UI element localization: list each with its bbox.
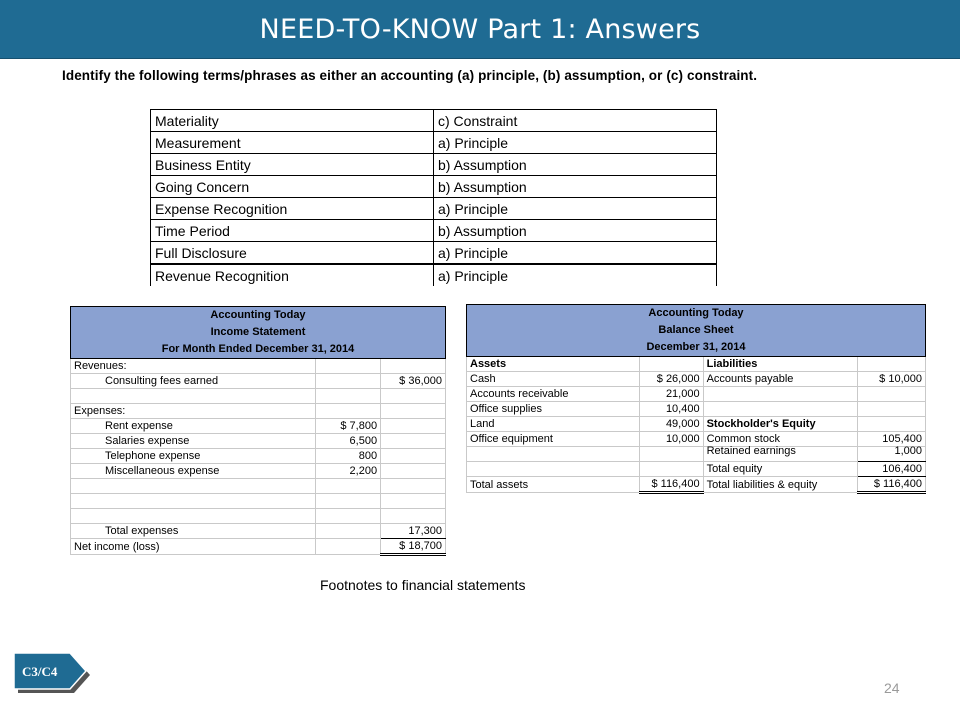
statement-date: December 31, 2014 — [467, 339, 926, 357]
table-row — [467, 432, 926, 447]
expenses-label: Expenses: — [71, 404, 316, 419]
office-equipment-value: 10,000 — [639, 432, 703, 447]
total-equity-value: 106,400 — [857, 462, 925, 477]
answer-cell: b) Assumption — [434, 154, 717, 176]
table-row — [71, 389, 446, 404]
expense-label: Salaries expense — [71, 434, 316, 449]
accounts-payable-label: Accounts payable — [703, 372, 857, 387]
statement-header-row — [71, 324, 446, 341]
cash-label: Cash — [467, 372, 640, 387]
retained-earnings-value: 1,000 — [894, 445, 922, 457]
term-cell: Materiality — [151, 110, 434, 132]
table-row — [151, 132, 717, 154]
answer-cell: b) Assumption — [434, 220, 717, 242]
table-row — [467, 477, 926, 493]
company-name: Accounting Today — [71, 307, 446, 325]
slide-title: NEED-TO-KNOW Part 1: Answers — [259, 13, 701, 45]
answer-cell: a) Principle — [434, 198, 717, 220]
table-row — [71, 404, 446, 419]
expense-value: 2,200 — [315, 464, 380, 479]
table-row — [151, 264, 717, 286]
total-equity-label: Total equity — [703, 462, 857, 477]
common-stock-label: Common stock — [703, 432, 857, 447]
table-row — [71, 509, 446, 524]
table-row — [151, 242, 717, 265]
table-row — [71, 494, 446, 509]
liabilities-heading: Liabilities — [703, 357, 857, 372]
accounts-receivable-label: Accounts receivable — [467, 387, 640, 402]
table-row — [71, 359, 446, 374]
total-expenses-label: Total expenses — [71, 524, 316, 539]
income-statement — [70, 306, 446, 556]
term-cell: Revenue Recognition — [151, 264, 434, 286]
statement-header-row — [71, 307, 446, 325]
table-row — [467, 462, 926, 477]
office-supplies-value: 10,400 — [639, 402, 703, 417]
table-row — [71, 374, 446, 389]
table-row — [71, 479, 446, 494]
office-supplies-label: Office supplies — [467, 402, 640, 417]
statement-header-row — [467, 305, 926, 323]
table-row — [151, 110, 717, 132]
revenues-label: Revenues: — [71, 359, 316, 374]
table-row — [71, 449, 446, 464]
retained-earnings-label: Retained earnings — [706, 445, 796, 457]
expense-label: Miscellaneous expense — [71, 464, 316, 479]
total-liabilities-equity-value: $ 116,400 — [857, 477, 925, 493]
balance-sheet — [466, 304, 926, 494]
total-assets-value: $ 116,400 — [639, 477, 703, 493]
total-expenses-value: 17,300 — [381, 524, 446, 539]
statement-name: Balance Sheet — [467, 322, 926, 339]
accounts-payable-value: $ 10,000 — [857, 372, 925, 387]
expense-value: 6,500 — [315, 434, 380, 449]
term-cell: Time Period — [151, 220, 434, 242]
table-row — [71, 539, 446, 555]
learning-objective-badge: C3/C4 — [22, 664, 58, 679]
company-name: Accounting Today — [467, 305, 926, 323]
statement-header-row — [467, 322, 926, 339]
table-row — [467, 387, 926, 402]
total-liabilities-equity-label: Total liabilities & equity — [703, 477, 857, 493]
net-income-label: Net income (loss) — [71, 539, 316, 555]
term-cell: Full Disclosure — [151, 242, 434, 265]
consulting-fees-label: Consulting fees earned — [71, 374, 316, 389]
answer-cell: a) Principle — [434, 242, 717, 265]
table-row — [467, 402, 926, 417]
consulting-fees-value: $ 36,000 — [381, 374, 446, 389]
table-row — [151, 220, 717, 242]
expense-label: Telephone expense — [71, 449, 316, 464]
statement-name: Income Statement — [71, 324, 446, 341]
table-row — [151, 198, 717, 220]
table-row — [151, 176, 717, 198]
equity-heading: Stockholder's Equity — [703, 417, 857, 432]
table-row — [71, 434, 446, 449]
expense-value: $ 7,800 — [315, 419, 380, 434]
table-row — [467, 372, 926, 387]
accounts-receivable-value: 21,000 — [639, 387, 703, 402]
expense-value: 800 — [315, 449, 380, 464]
net-income-value: $ 18,700 — [381, 539, 446, 555]
term-cell: Going Concern — [151, 176, 434, 198]
page-number: 24 — [884, 680, 900, 696]
land-label: Land — [467, 417, 640, 432]
assets-heading: Assets — [467, 357, 640, 372]
table-row — [71, 524, 446, 539]
cash-value: $ 26,000 — [639, 372, 703, 387]
total-assets-label: Total assets — [467, 477, 640, 493]
table-row — [151, 154, 717, 176]
statement-header-row — [71, 341, 446, 359]
title-bar — [0, 0, 960, 59]
common-stock-value: 105,400 — [857, 432, 925, 447]
table-row — [71, 464, 446, 479]
answer-cell: a) Principle — [434, 132, 717, 154]
land-value: 49,000 — [639, 417, 703, 432]
answer-cell: a) Principle — [434, 264, 717, 286]
term-cell: Measurement — [151, 132, 434, 154]
answer-cell: c) Constraint — [434, 110, 717, 132]
statement-period: For Month Ended December 31, 2014 — [71, 341, 446, 359]
footnote-text: Footnotes to financial statements — [320, 577, 526, 593]
expense-label: Rent expense — [71, 419, 316, 434]
statement-header-row — [467, 339, 926, 357]
table-row — [71, 419, 446, 434]
table-row — [467, 447, 926, 462]
instruction-text: Identify the following terms/phrases as either an accounting (a) principle, (b) assumption, or (c) constraint. — [62, 68, 758, 83]
term-cell: Expense Recognition — [151, 198, 434, 220]
term-cell: Business Entity — [151, 154, 434, 176]
terms-table — [150, 109, 717, 286]
office-equipment-label: Office equipment — [467, 432, 640, 447]
table-row — [467, 417, 926, 432]
table-row — [467, 357, 926, 372]
answer-cell: b) Assumption — [434, 176, 717, 198]
